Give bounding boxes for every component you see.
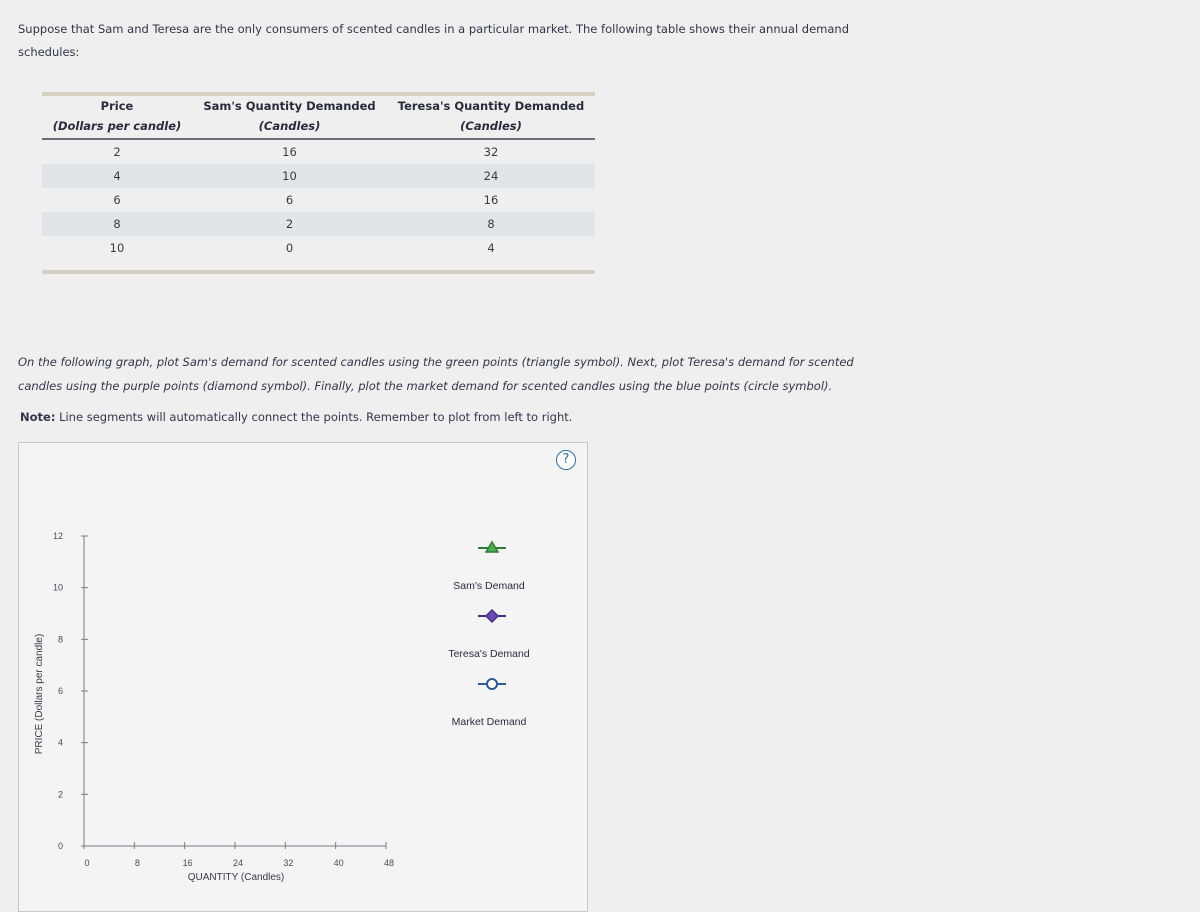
y-tick-label: 10 xyxy=(52,582,63,593)
teresa-quantity-cell: 16 xyxy=(483,193,499,207)
note-label: Note: xyxy=(20,410,56,424)
price-cell: 6 xyxy=(113,193,121,207)
y-tick-label: 2 xyxy=(57,789,63,800)
graph-instructions: On the following graph, plot Sam's demand for scented candles using the green points (triangle symbol). Next, plot Teresa's demand for scented candles using the purple points (diamond symbol). Finally, plot the market demand for scented candles using the blue points (circle symbol). xyxy=(18,355,854,393)
sam-unit-header: (Candles) xyxy=(192,116,387,139)
y-tick-label: 0 xyxy=(57,841,63,851)
x-tick-label: 0 xyxy=(84,858,90,868)
teresa-unit-header: (Candles) xyxy=(387,116,595,139)
sam-quantity-cell: 6 xyxy=(285,193,294,207)
sam-quantity-cell: 10 xyxy=(192,164,387,188)
diamond-marker-icon[interactable] xyxy=(486,610,498,622)
price-header: Price xyxy=(100,99,134,113)
graph-axes xyxy=(34,531,394,883)
price-cell: 10 xyxy=(109,241,125,255)
teresa-quantity-cell: 8 xyxy=(387,212,595,236)
y-tick-label: 8 xyxy=(57,634,63,645)
x-tick-label: 48 xyxy=(383,858,395,868)
graph-legend xyxy=(448,542,530,728)
teresa-quantity-cell: 4 xyxy=(487,241,495,255)
legend-item-circle[interactable] xyxy=(452,679,527,728)
price-cell: 4 xyxy=(42,164,192,188)
y-tick-label: 12 xyxy=(52,531,63,541)
x-axis-title: QUANTITY (Candles) xyxy=(187,872,285,883)
price-unit-header: (Dollars per candle) xyxy=(42,116,192,139)
price-cell: 2 xyxy=(113,145,121,159)
note-text: Line segments will automatically connect the points. Remember to plot from left to right. xyxy=(59,410,573,424)
price-cell: 8 xyxy=(42,212,192,236)
teresa-quantity-header: Teresa's Quantity Demanded xyxy=(397,99,585,113)
x-tick-label: 32 xyxy=(283,858,294,868)
circle-marker-icon[interactable] xyxy=(487,679,497,689)
x-tick-label: 16 xyxy=(182,858,193,868)
x-tick-label: 8 xyxy=(134,858,140,868)
legend-item-diamond[interactable] xyxy=(448,610,530,660)
x-tick-label: 24 xyxy=(232,858,244,868)
sam-quantity-cell: 0 xyxy=(285,241,294,255)
question-circle-icon[interactable]: ? xyxy=(556,450,576,470)
teresa-quantity-cell: 24 xyxy=(387,164,595,188)
sam-quantity-cell: 16 xyxy=(282,145,297,159)
sam-quantity-header: Sam's Quantity Demanded xyxy=(203,99,376,113)
y-tick-label: 4 xyxy=(57,737,63,748)
legend-label: Teresa's Demand xyxy=(448,648,530,660)
legend-label: Sam's Demand xyxy=(453,580,525,592)
legend-label: Market Demand xyxy=(451,716,527,728)
intro-paragraph: Suppose that Sam and Teresa are the only consumers of scented candles in a particular market. The following table shows their annual demand schedules: xyxy=(18,22,850,59)
y-tick-label: 6 xyxy=(57,686,63,696)
sam-quantity-cell: 2 xyxy=(192,212,387,236)
teresa-quantity-cell: 32 xyxy=(483,145,499,159)
x-tick-label: 40 xyxy=(333,858,344,868)
legend-item-triangle[interactable] xyxy=(453,542,525,592)
y-axis-title: PRICE (Dollars per candle) xyxy=(34,633,45,755)
